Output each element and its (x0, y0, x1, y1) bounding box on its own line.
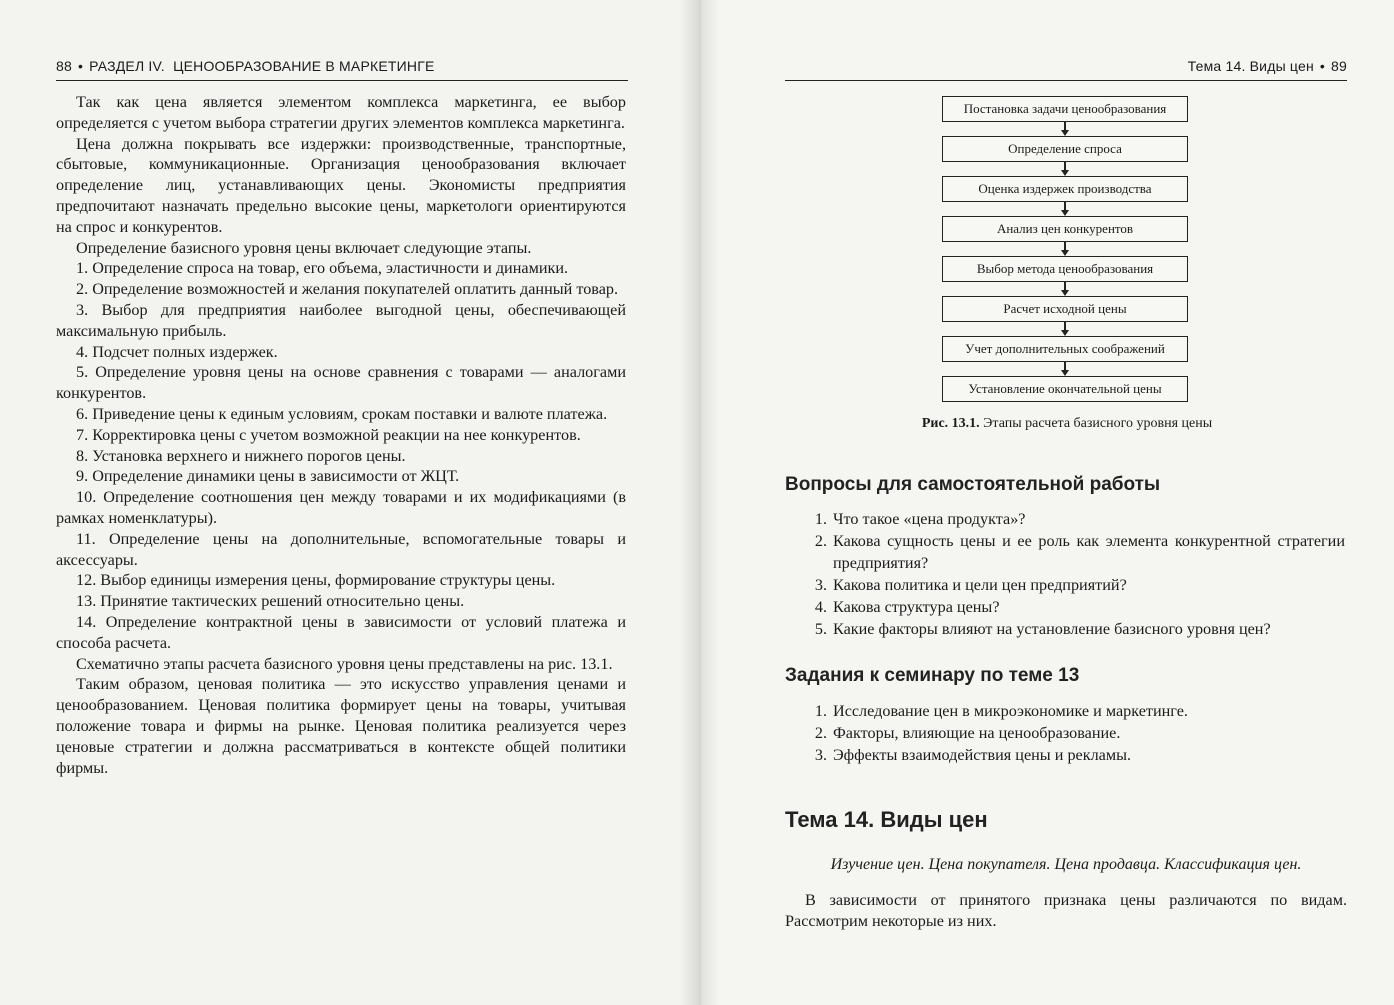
flowchart-step: Выбор метода ценообразования (942, 256, 1188, 282)
paragraph: В зависимости от принятого признака цены различаются по видам. Рассмотрим некоторые из них. (785, 891, 1347, 930)
figure-caption (867, 416, 1267, 432)
list-item-number: 3. (814, 576, 827, 594)
figure-caption-text: Этапы расчета базисного уровня цены (983, 416, 1213, 431)
topic-heading: Тема 14. Виды цен (785, 807, 988, 832)
list-item-text: Исследование цен в микроэкономике и маркетинге. (833, 702, 1188, 720)
list-item: 9. Определение динамики цены в зависимости от ЖЦТ. (76, 467, 460, 486)
left-section-label: РАЗДЕЛ IV. (89, 58, 165, 74)
list-item: 11. Определение цены на дополнительные, вспомогательные товары и аксессуары. (56, 529, 626, 569)
list-item (785, 722, 1345, 744)
list-item (785, 530, 1345, 574)
flowchart-step: Постановка задачи ценообразования (942, 96, 1188, 122)
paragraph: Цена должна покрывать все издержки: производственные, транспортные, сбытовые, коммуникационные. Организация ценообразования включает определение лиц, устанавливающих цены. Экономисты предприятия предпочитают назначать предельно высокие цены, маркетологи ориентируются на спрос и конкурентов. (56, 134, 626, 236)
list-item-number: 1. (814, 702, 827, 720)
list-item-text: Факторы, влияющие на ценообразование. (833, 724, 1121, 742)
right-running-head (785, 58, 1347, 81)
questions-list (785, 508, 1345, 640)
list-item: 6. Приведение цены к единым условиям, срокам поставки и валюте платежа. (76, 404, 608, 423)
flowchart-arrow (942, 322, 1188, 336)
flowchart-step: Расчет исходной цены (942, 296, 1188, 322)
flowchart-step: Определение спроса (942, 136, 1188, 162)
list-item-number: 3. (814, 746, 827, 764)
seminar-heading: Задания к семинару по теме 13 (785, 665, 1080, 686)
right-page (697, 0, 1394, 1005)
topic-body (785, 890, 1347, 932)
left-body-text (56, 92, 626, 778)
list-item: 7. Корректировка цены с учетом возможной реакции на нее конкурентов. (76, 425, 581, 444)
questions-heading: Вопросы для самостоятельной работы (785, 474, 1161, 495)
list-item: 13. Принятие тактических решений относительно цены. (76, 592, 465, 611)
flowchart-arrow (942, 242, 1188, 256)
left-page-number: 88 (56, 58, 72, 74)
seminar-list (785, 700, 1345, 766)
paragraph: Определение базисного уровня цены включает следующие этапы. (76, 238, 532, 257)
list-item: 1. Определение спроса на товар, его объема, эластичности и динамики. (76, 259, 569, 278)
flowchart-step: Оценка издержек производства (942, 176, 1188, 202)
list-item-text: Какова структура цены? (833, 598, 1000, 616)
list-item: 14. Определение контрактной цены в зависимости от условий платежа и способа расчета. (56, 612, 626, 652)
flowchart-step: Установление окончательной цены (942, 376, 1188, 402)
flowchart-arrow (942, 202, 1188, 216)
paragraph: Схематично этапы расчета базисного уровня цены представлены на рис. 13.1. (76, 654, 613, 673)
flowchart-arrow (942, 362, 1188, 376)
list-item-number: 5. (814, 620, 827, 638)
list-item: 3. Выбор для предприятия наиболее выгодной цены, обеспечивающей максимальную прибыль. (56, 300, 626, 340)
list-item-number: 2. (814, 532, 827, 550)
list-item-number: 2. (814, 724, 827, 742)
list-item: 8. Установка верхнего и нижнего порогов цены. (76, 446, 406, 465)
list-item-text: Что такое «цена продукта»? (833, 510, 1026, 528)
list-item (785, 618, 1345, 640)
figure-caption-label: Рис. 13.1. (921, 416, 980, 431)
flowchart-arrow (942, 162, 1188, 176)
left-running-head-bullet: • (77, 58, 84, 74)
list-item-text: Какова политика и цели цен предприятий? (833, 576, 1127, 594)
flowchart-step: Учет дополнительных соображений (942, 336, 1188, 362)
list-item-number: 1. (814, 510, 827, 528)
list-item-text: Какие факторы влияют на установление базисного уровня цен? (833, 620, 1271, 638)
paragraph: Таким образом, ценовая политика — это искусство управления ценами и ценообразованием. Ценовая политика формирует цены на товары, учитывая положение товара и фирмы на рынке. Ценовая политика реализуется через ценовые стратегии и должна рассматриваться в контексте общей политики фирмы. (56, 675, 626, 777)
right-page-number: 89 (1331, 58, 1347, 74)
list-item (785, 700, 1345, 722)
list-item (785, 744, 1345, 766)
right-running-head-bullet: • (1319, 58, 1326, 74)
left-section-title: ЦЕНООБРАЗОВАНИЕ В МАРКЕТИНГЕ (173, 58, 435, 74)
flowchart-arrow (942, 122, 1188, 136)
flowchart (942, 96, 1192, 402)
list-item-text: Какова сущность цены и ее роль как элемента конкурентной стратегии предприятия? (833, 532, 1345, 572)
list-item: 10. Определение соотношения цен между товарами и их модификациями (в рамках номенклатуры). (56, 488, 626, 527)
list-item: 12. Выбор единицы измерения цены, формирование структуры цены. (76, 571, 556, 590)
right-running-title: Тема 14. Виды цен (1187, 58, 1314, 74)
list-item (785, 596, 1345, 618)
topic-intro: Изучение цен. Цена покупателя. Цена продавца. Классификация цен. (830, 856, 1302, 873)
list-item (785, 508, 1345, 530)
flowchart-step: Анализ цен конкурентов (942, 216, 1188, 242)
left-running-head (56, 58, 628, 81)
paragraph: Так как цена является элементом комплекса маркетинга, ее выбор определяется с учетом выбора стратегии других элементов комплекса маркетинга. (56, 93, 626, 132)
list-item: 5. Определение уровня цены на основе сравнения с товарами — аналогами конкурентов. (56, 363, 626, 403)
list-item-number: 4. (814, 598, 827, 616)
list-item: 4. Подсчет полных издержек. (76, 342, 278, 361)
list-item-text: Эффекты взаимодействия цены и рекламы. (833, 746, 1132, 764)
list-item: 2. Определение возможностей и желания покупателей оплатить данный товар. (76, 280, 619, 299)
flowchart-arrow (942, 282, 1188, 296)
list-item (785, 574, 1345, 596)
